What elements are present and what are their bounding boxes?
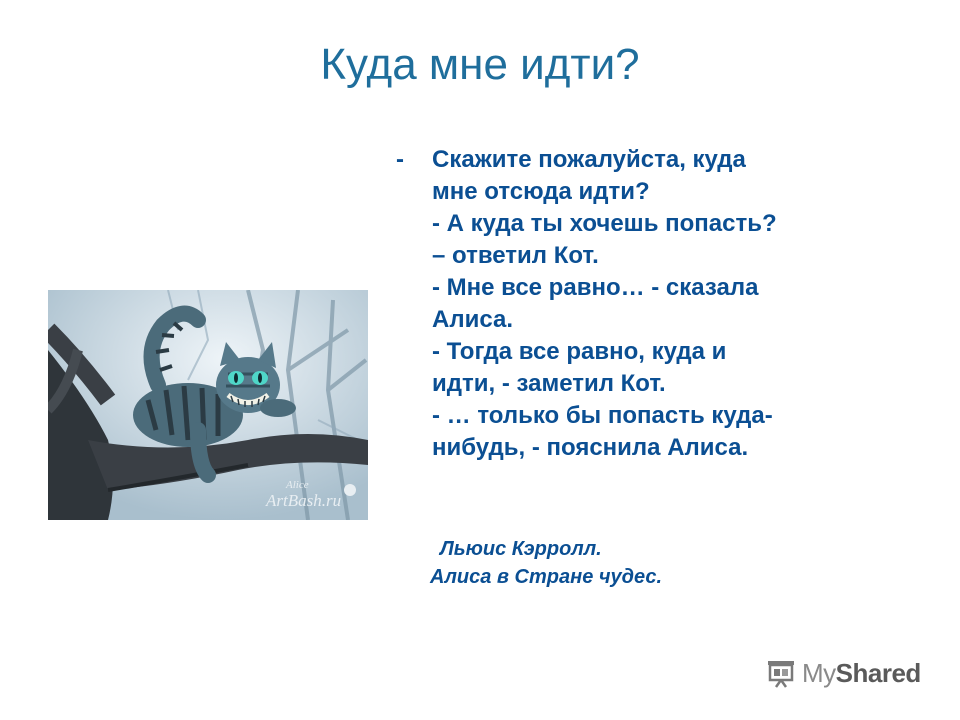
quote-line: Алиса. <box>432 306 513 333</box>
quote-line: Скажите пожалуйста, куда <box>432 146 746 173</box>
author-attribution <box>430 535 662 591</box>
slide-title: Куда мне идти? <box>320 40 640 89</box>
quote-line: - А куда ты хочешь попасть? <box>432 210 777 237</box>
cheshire-cat-icon <box>48 290 368 520</box>
quote-line: мне отсюда идти? <box>432 178 650 205</box>
quote-line: идти, - заметил Кот. <box>432 370 666 397</box>
quote-line: – ответил Кот. <box>432 242 599 269</box>
quote-block <box>396 144 916 464</box>
svg-text:ArtBash.ru: ArtBash.ru <box>266 491 342 510</box>
myshared-watermark <box>766 655 926 691</box>
author-name: Льюис Кэрролл. <box>440 538 602 560</box>
projector-screen-icon <box>766 658 796 688</box>
quote-line: - … только бы попасть куда- <box>432 402 773 429</box>
cheshire-cat-illustration <box>48 290 368 520</box>
svg-text:Alice: Alice <box>286 479 309 491</box>
watermark-text: MyShared <box>802 657 921 688</box>
quote-line: нибудь, - пояснила Алиса. <box>432 434 749 461</box>
quote-dash: - <box>396 146 404 173</box>
quote-line: - Тогда все равно, куда и <box>432 338 727 365</box>
book-title: Алиса в Стране чудес. <box>430 566 663 588</box>
quote-line: - Мне все равно… - сказала <box>432 274 759 301</box>
